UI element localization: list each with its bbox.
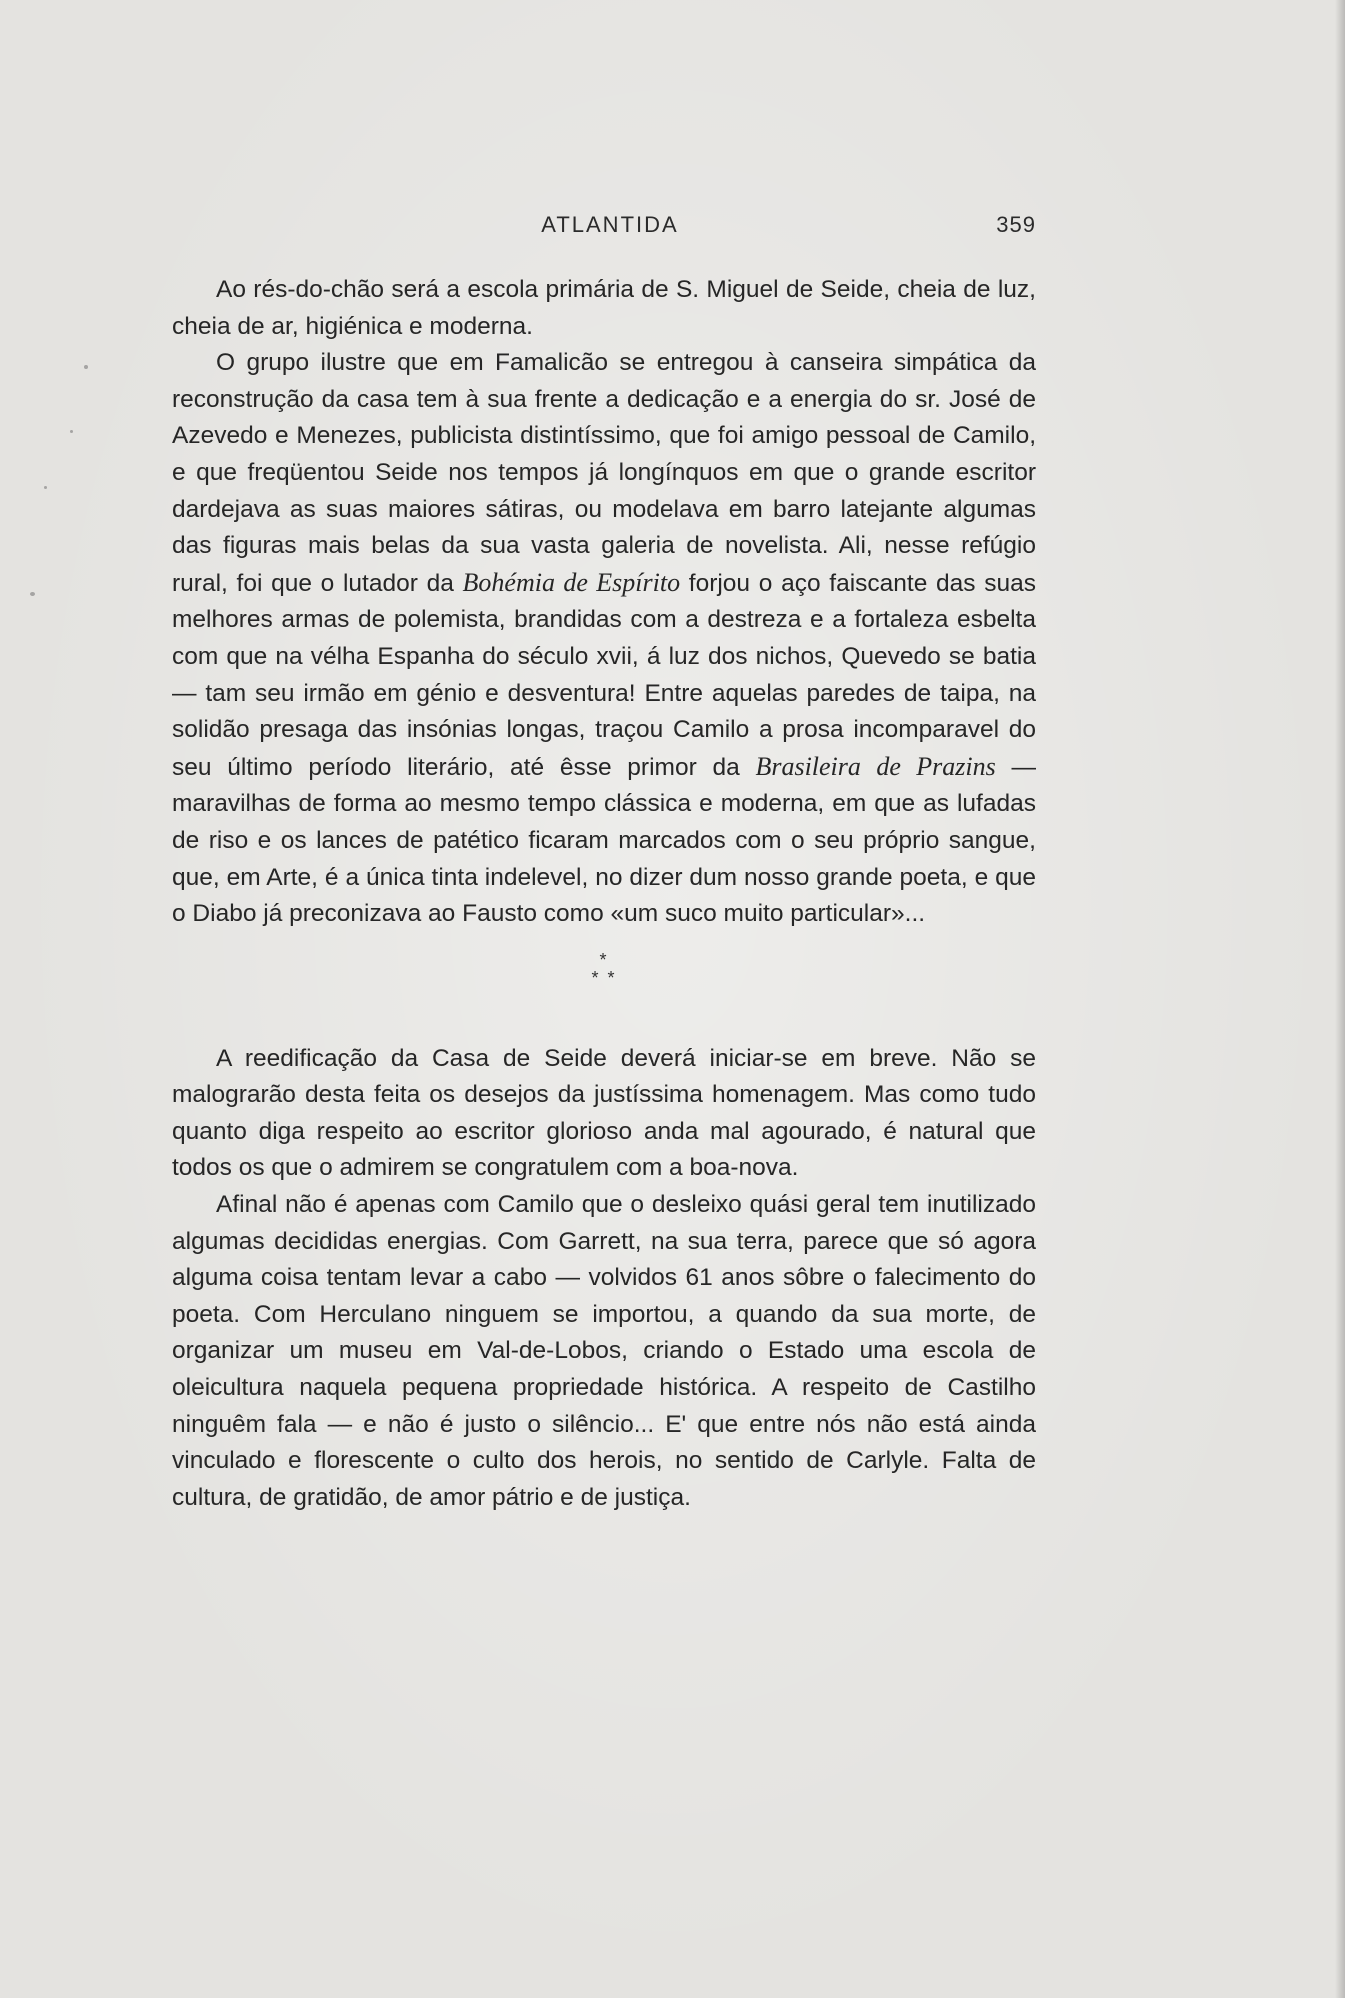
book-title: Bohémia de Espírito — [462, 567, 681, 597]
paragraph — [172, 345, 1036, 933]
page-edge-shadow — [1335, 0, 1345, 1998]
paragraph: Ao rés-do-chão será a escola primária de S. Miguel de Seide, cheia de luz, cheia de ar, higiénica e moderna. — [172, 276, 1036, 340]
body-text — [172, 272, 1036, 1516]
asterism-top: * — [599, 949, 609, 970]
running-head: ATLANTIDA — [541, 212, 679, 237]
paragraph-text: — maravilhas de forma ao mesmo tempo clássica e moderna, em que as lufadas de riso e os lances de patético ficaram marcados com o seu próprio sangue, que, em Arte, é a única tinta indelevel, no dizer dum nosso grande poeta, e que o Diabo já preconizava ao Fausto como «um suco muito particular»... — [172, 753, 1037, 928]
print-speck — [30, 592, 35, 596]
print-speck — [44, 486, 47, 489]
print-speck — [84, 365, 88, 369]
asterism-bottom: * * — [591, 967, 617, 988]
paragraph: Afinal não é apenas com Camilo que o desleixo quási geral tem inutilizado algumas decididas energias. Com Garrett, na sua terra, parece que só agora alguma coisa tentam levar a cabo — volvidos 61 anos sôbre o falecimento do poeta. Com Herculano ninguem se importou, a quando da sua morte, de organizar um museu em Val-de-Lobos, criando o Estado uma escola de oleicultura naquela pequena propriedade histórica. A respeito de Castilho ninguêm fala — e não é justo o silêncio... E' que entre nós não está ainda vinculado e florescente o culto dos herois, no sentido de Carlyle. Falta de cultura, de gratidão, de amor pátrio e de justiça. — [172, 1191, 1036, 1511]
page-number: 359 — [996, 212, 1036, 237]
asterism-ornament — [172, 933, 1036, 1041]
page-header — [172, 212, 1048, 248]
print-speck — [70, 430, 73, 433]
paragraph: A reedificação da Casa de Seide deverá iniciar-se em breve. Não se malograrão desta feita os desejos da justíssima homenagem. Mas como tudo quanto diga respeito ao escritor glorioso anda mal agourado, é natural que todos os que o admirem se congratulem com a boa-nova. — [172, 1044, 1036, 1182]
paragraph-text: forjou o aço faiscante das suas melhores armas de polemista, brandidas com a destreza e a fortaleza esbelta com que na vélha Espanha do século xvii, á luz dos nichos, Quevedo se batia — tam seu irmão em génio e desventura! Entre aquelas paredes de taipa, na solidão presaga das insónias longas, traçou Camilo a prosa incomparavel do seu último período literário, até êsse primor da — [172, 569, 1036, 781]
paragraph-text: O grupo ilustre que em Famalicão se entregou à canseira simpática da reconstrução da casa tem à sua frente a dedicação e a energia do sr. José de Azevedo e Menezes, publicista distintíssimo, que foi amigo pessoal de Camilo, e que freqüentou Seide nos tempos já longínquos em que o grande escritor dardejava as suas maiores sátiras, ou modelava em barro latejante algumas das figuras mais belas da sua vasta galeria de novelista. Ali, nesse refúgio rural, foi que o lutador da — [172, 349, 1036, 597]
book-title: Brasileira de Prazins — [755, 751, 996, 781]
